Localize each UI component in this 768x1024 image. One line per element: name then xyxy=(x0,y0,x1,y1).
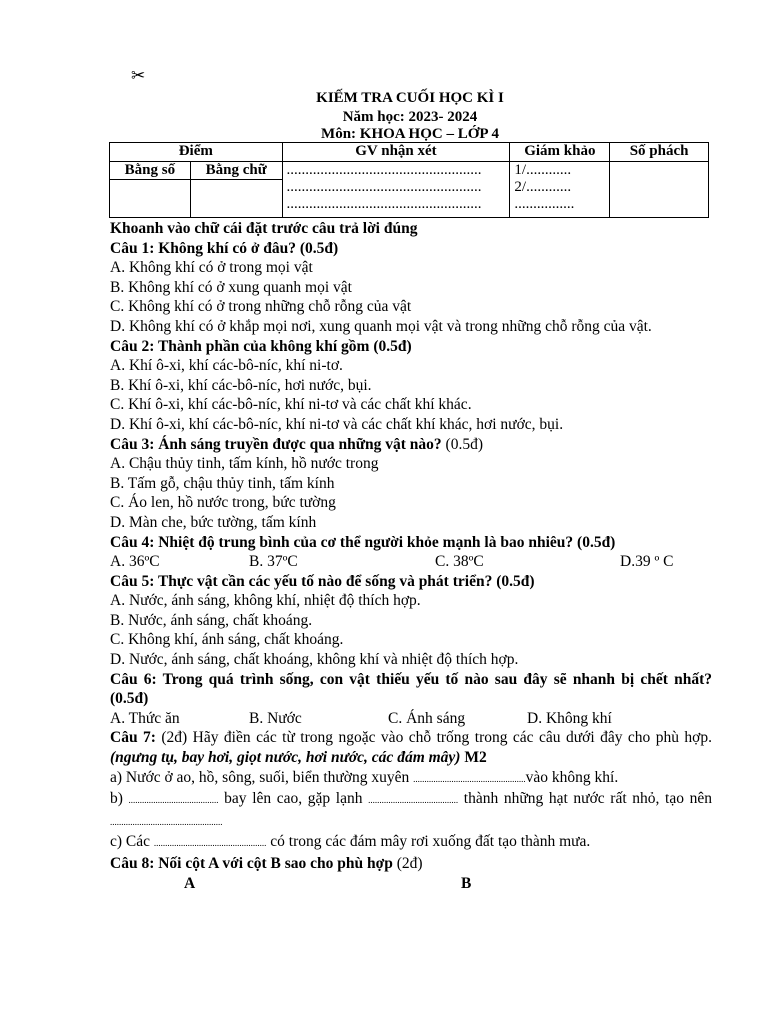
q1-title: Câu 1: Không khí có ở đâu? (0.5đ) xyxy=(110,239,339,257)
q5-option-b[interactable]: B. Nước, ánh sáng, chất khoáng. xyxy=(110,611,313,629)
q5-option-a[interactable]: A. Nước, ánh sáng, không khí, nhiệt độ thích hợp. xyxy=(110,592,421,610)
q7-blank-b1[interactable]: ........................................ xyxy=(128,795,219,806)
q4-options xyxy=(110,552,712,572)
q2-option-c[interactable]: C. Khí ô-xi, khí các-bô-níc, khí ni-tơ và các chất khí khác. xyxy=(110,396,472,414)
q8-column-b: B xyxy=(461,874,472,892)
q3-option-d[interactable]: D. Màn che, bức tường, tấm kính xyxy=(110,513,317,531)
score-word-label: Bằng chữ xyxy=(190,162,282,180)
q5-option-c[interactable]: C. Không khí, ánh sáng, chất khoáng. xyxy=(110,631,344,649)
diem-header: Điểm xyxy=(110,143,283,162)
q4-option-a[interactable]: A. 36ºC xyxy=(110,553,160,571)
q1-option-d[interactable]: D. Không khí có ở khắp mọi nơi, xung quanh mọi vật và trong những chỗ rỗng của vật. xyxy=(110,317,652,335)
school-year: Năm học: 2023- 2024 xyxy=(342,109,478,125)
q4-title: Câu 4: Nhiệt độ trung bình của cơ thể người khỏe mạnh là bao nhiêu? (0.5đ) xyxy=(110,533,616,551)
q7-blank-c[interactable]: .................................................. xyxy=(153,838,267,849)
q8-title: Câu 8: Nối cột A với cột B sao cho phù hợp (2đ) xyxy=(110,855,423,872)
instruction: Khoanh vào chữ cái đặt trước câu trả lời đúng xyxy=(110,220,418,237)
score-number-field[interactable] xyxy=(110,180,191,218)
examiner-header: Giám khảo xyxy=(510,143,610,162)
q7-blank-b3[interactable]: .................................................. xyxy=(110,816,223,827)
q8-column-headers xyxy=(110,874,712,894)
q6-option-a[interactable]: A. Thức ăn xyxy=(110,709,180,727)
q2-option-d[interactable]: D. Khí ô-xi, khí các-bô-níc, khí ni-tơ và các chất khí khác, hơi nước, bụi. xyxy=(110,415,564,433)
q7-title: Câu 7: (2đ) Hãy điền các từ trong ngoặc vào chỗ trống trong các câu dưới đây cho phù hợp. (ngưng tụ, bay hơi, giọt nước, hơi nước, các đám mây) M2 xyxy=(110,729,713,767)
q2-option-b[interactable]: B. Khí ô-xi, khí các-bô-níc, hơi nước, bụi. xyxy=(110,376,372,394)
exam-title: KIẾM TRA CUỐI HỌC KÌ I xyxy=(316,90,504,106)
scissors-icon: ✂ xyxy=(131,66,146,86)
q6-option-d[interactable]: D. Không khí xyxy=(527,709,612,727)
q8-column-a: A xyxy=(184,874,196,892)
comment-field[interactable]: .................................................... .................................................... .................................................... xyxy=(282,162,510,218)
q3-title: Câu 3: Ánh sáng truyền được qua những vật nào? (0.5đ) xyxy=(110,435,483,453)
q4-option-d[interactable]: D.39 º C xyxy=(620,553,674,571)
q7-blank-a[interactable]: .................................................. xyxy=(413,773,526,784)
exam-body xyxy=(110,219,712,893)
q3-option-a[interactable]: A. Chậu thủy tinh, tấm kính, hồ nước trong xyxy=(110,455,379,473)
q7-blank-b2[interactable]: ........................................ xyxy=(368,795,459,806)
score-word-field[interactable] xyxy=(190,180,282,218)
q1-option-b[interactable]: B. Không khí có ở xung quanh mọi vật xyxy=(110,278,352,296)
q5-title: Câu 5: Thực vật cần các yếu tố nào để sống và phát triển? (0.5đ) xyxy=(110,572,535,590)
examiner-field[interactable]: 1/............ 2/............ ................ xyxy=(510,162,610,218)
q7-item-c: c) Các .................................................. có trong các đám mây rơi xuống đất tạo thành mưa. xyxy=(110,833,591,851)
code-field[interactable] xyxy=(610,162,709,218)
q6-options xyxy=(110,709,712,729)
grade-table xyxy=(109,142,709,218)
q7-item-a: a) Nước ở ao, hồ, sông, suối, biển thường xuyên ..................................................vào không khí. xyxy=(110,768,619,786)
subject-line: Môn: KHOA HỌC – LỚP 4 xyxy=(321,126,499,142)
q5-option-d[interactable]: D. Nước, ánh sáng, chất khoáng, không khí và nhiệt độ thích hợp. xyxy=(110,651,519,669)
q2-option-a[interactable]: A. Khí ô-xi, khí các-bô-níc, khí ni-tơ. xyxy=(110,357,343,375)
q2-title: Câu 2: Thành phần của không khí gồm (0.5đ) xyxy=(110,337,412,355)
q4-option-b[interactable]: B. 37ºC xyxy=(249,553,298,571)
q1-option-a[interactable]: A. Không khí có ở trong mọi vật xyxy=(110,259,313,277)
comment-header: GV nhận xét xyxy=(282,143,510,162)
code-header: Số phách xyxy=(610,143,709,162)
q3-option-b[interactable]: B. Tấm gỗ, chậu thủy tinh, tấm kính xyxy=(110,474,335,492)
q6-option-b[interactable]: B. Nước xyxy=(249,709,302,727)
q1-option-c[interactable]: C. Không khí có ở trong những chỗ rỗng của vật xyxy=(110,298,412,316)
q3-option-c[interactable]: C. Áo len, hồ nước trong, bức tường xyxy=(110,494,336,512)
q7-item-b: b) ........................................ bay lên cao, gặp lạnh ........................................ thành những hạt nước rất nhỏ, tạo nên .................................................. xyxy=(110,790,712,827)
q6-option-c[interactable]: C. Ánh sáng xyxy=(388,709,466,727)
q6-title: Câu 6: Trong quá trình sống, con vật thiếu yếu tố nào sau đây sẽ nhanh bị chết nhất? (0.5đ) xyxy=(110,670,712,708)
score-number-label: Bằng số xyxy=(110,162,191,180)
q4-option-c[interactable]: C. 38ºC xyxy=(435,553,484,571)
